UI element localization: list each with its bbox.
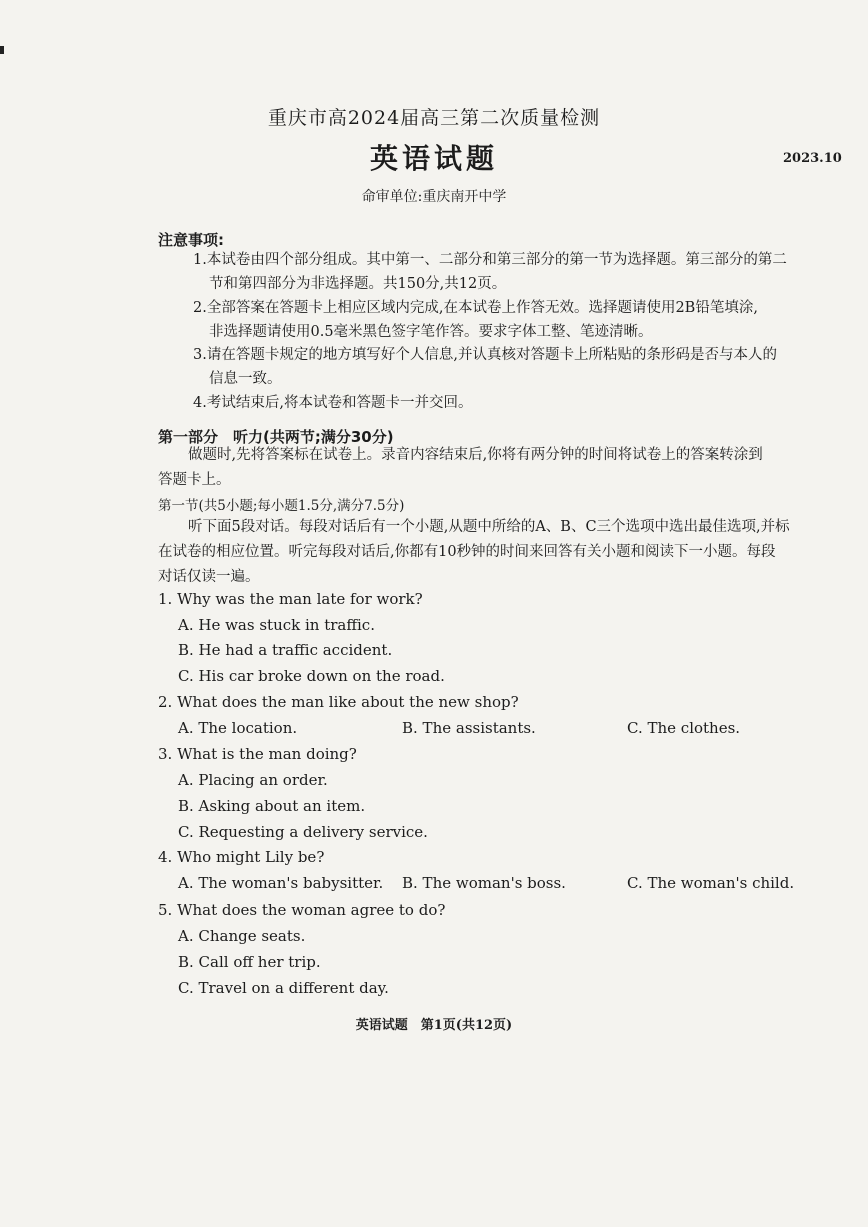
section1-title: 第一节(共5小题;每小题1.5分,满分7.5分)	[158, 498, 405, 514]
note-line: 2.全部答案在答题卡上相应区域内完成,在本试卷上作答无效。选择题请使用2B铅笔填涂,	[193, 300, 758, 316]
exam-name: 重庆市高2024届高三第二次质量检测	[267, 107, 601, 129]
question-option: B. The woman's boss.	[402, 874, 566, 892]
question-option: B. He had a traffic accident.	[178, 641, 393, 659]
exam-date: 2023.10	[783, 151, 842, 166]
question-stem: 4. Who might Lily be?	[158, 848, 325, 866]
question-option: A. The woman's babysitter.	[178, 874, 384, 892]
question-stem: 5. What does the woman agree to do?	[158, 901, 446, 919]
question-option: C. His car broke down on the road.	[178, 667, 445, 685]
question-option: B. The assistants.	[402, 719, 536, 737]
question-option: C. Travel on a different day.	[178, 979, 389, 997]
notes-title: 注意事项:	[158, 231, 224, 249]
note-line: 信息一致。	[209, 371, 282, 387]
question-option: B. Asking about an item.	[178, 797, 366, 815]
question-option: A. The location.	[178, 719, 298, 737]
note-item	[193, 391, 861, 415]
question-stem: 3. What is the man doing?	[158, 745, 357, 763]
question-option: A. He was stuck in traffic.	[178, 616, 375, 634]
part1-intro	[158, 443, 863, 493]
intro-line: 答题卡上。	[158, 472, 231, 488]
question-option: C. The clothes.	[627, 719, 741, 737]
question-stem: 2. What does the man like about the new shop?	[158, 693, 519, 711]
note-line: 节和第四部分为非选择题。共150分,共12页。	[209, 276, 507, 292]
instruction-line: 听下面5段对话。每段对话后有一个小题,从题中所给的A、B、C三个选项中选出最佳选项,并标	[188, 519, 790, 535]
subject-title: 英语试题	[369, 142, 498, 175]
page-footer: 英语试题 第1页(共12页)	[355, 1018, 513, 1033]
author-unit: 命审单位:重庆南开中学	[361, 189, 507, 205]
section1-instructions	[158, 515, 863, 590]
question-option: B. Call off her trip.	[178, 953, 321, 971]
question-stem: 1. Why was the man late for work?	[158, 590, 423, 608]
note-line: 4.考试结束后,将本试卷和答题卡一并交回。	[193, 395, 473, 411]
note-line: 非选择题请使用0.5毫米黑色签字笔作答。要求字体工整、笔迹清晰。	[209, 324, 653, 340]
question-option: A. Placing an order.	[178, 771, 328, 789]
note-item	[193, 343, 861, 391]
note-line: 1.本试卷由四个部分组成。其中第一、二部分和第三部分的第一节为选择题。第三部分的第二	[193, 252, 787, 268]
scan-corner-mark	[0, 46, 4, 54]
intro-line: 做题时,先将答案标在试卷上。录音内容结束后,你将有两分钟的时间将试卷上的答案转涂到	[188, 447, 763, 463]
instruction-line: 对话仅读一遍。	[158, 569, 260, 585]
note-item	[193, 248, 861, 296]
question-option: A. Change seats.	[178, 927, 306, 945]
part1-title: 第一部分 听力(共两节;满分30分)	[158, 428, 394, 446]
question-option: C. Requesting a delivery service.	[178, 823, 428, 841]
note-item	[193, 296, 861, 344]
note-line: 3.请在答题卡规定的地方填写好个人信息,并认真核对答题卡上所粘贴的条形码是否与本人的	[193, 347, 777, 363]
question-option: C. The woman's child.	[627, 874, 795, 892]
instruction-line: 在试卷的相应位置。听完每段对话后,你都有10秒钟的时间来回答有关小题和阅读下一小题。每段	[158, 544, 776, 560]
